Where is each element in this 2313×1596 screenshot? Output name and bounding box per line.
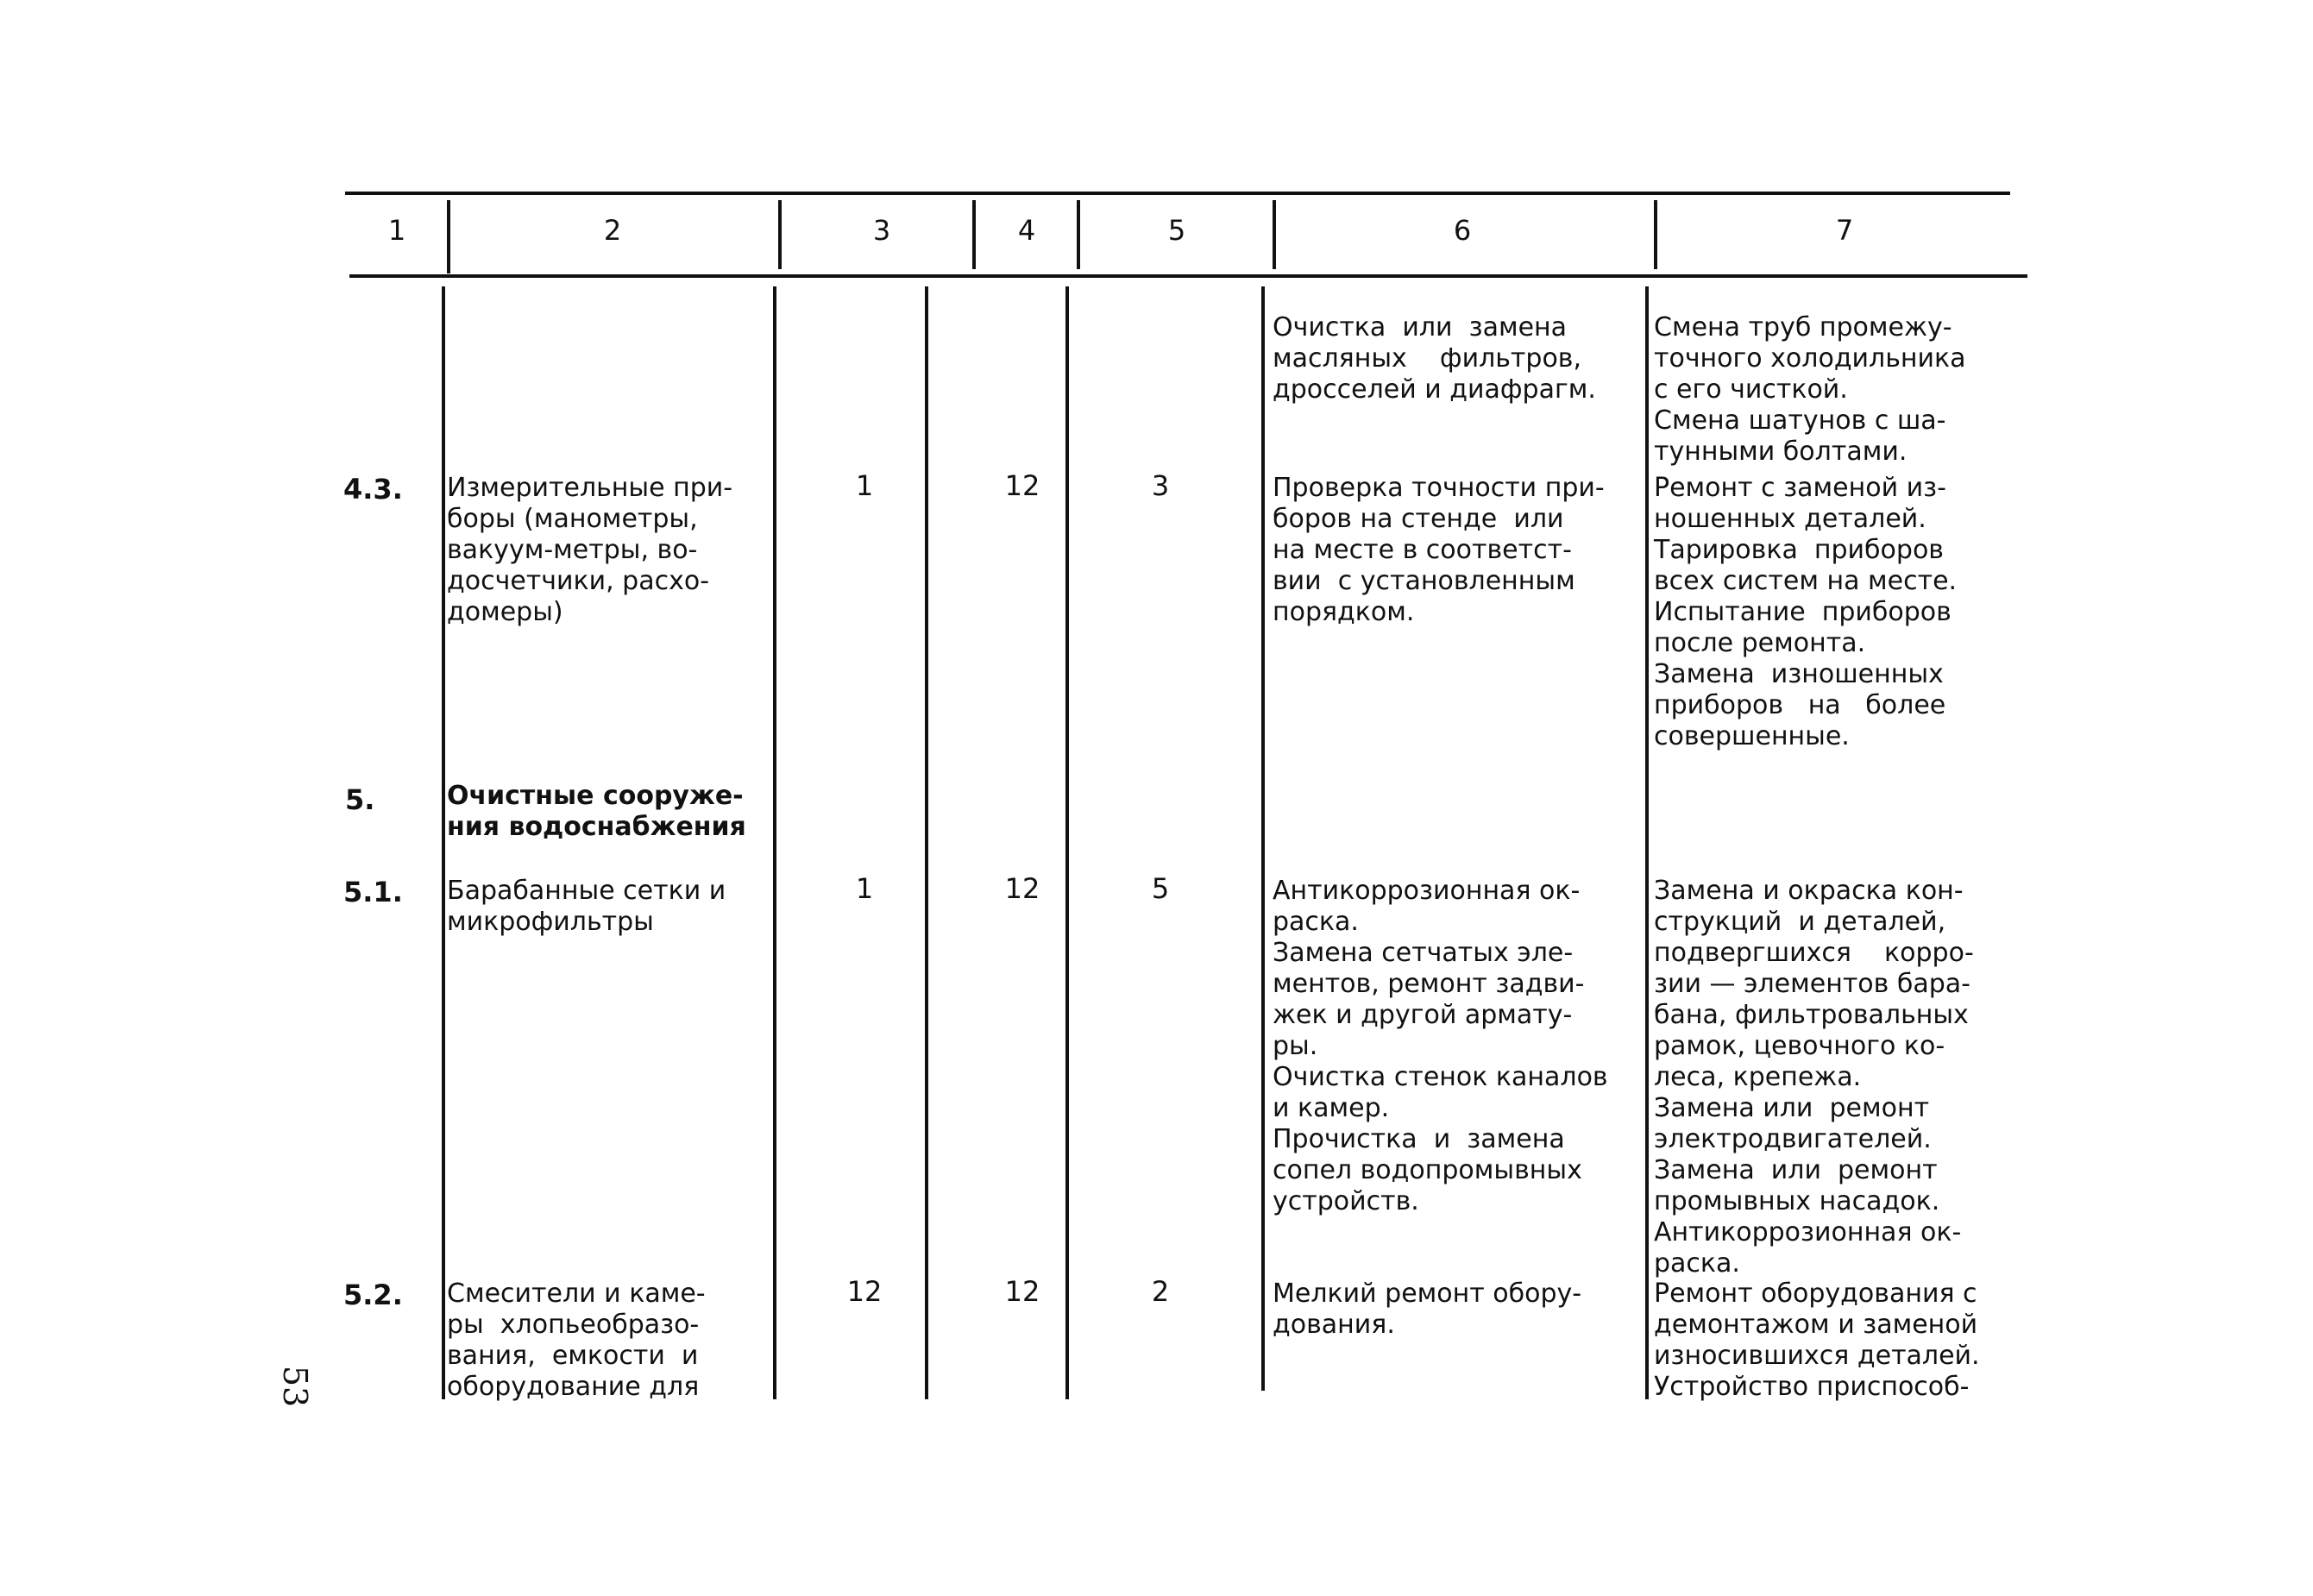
header-col-2: 2	[603, 214, 622, 247]
header-divider	[972, 200, 976, 269]
header-divider	[447, 200, 450, 273]
row-notes: Смена труб промежу- точного холодильника с его чисткой. Смена шатунов с ша- тунными болтами.	[1654, 312, 1966, 467]
header-col-3: 3	[872, 214, 891, 247]
column-divider	[1261, 286, 1265, 1391]
row-col3: 12	[846, 1275, 883, 1308]
column-divider	[925, 286, 928, 1399]
row-number: 4.3.	[343, 473, 403, 506]
row-col5: 5	[1151, 872, 1170, 905]
row-notes: Ремонт оборудования с демонтажом и заменой износившихся деталей. Устройство приспособ-	[1654, 1279, 1980, 1402]
header-divider	[1273, 200, 1276, 269]
top-rule	[345, 192, 2010, 195]
row-col4: 12	[1004, 1275, 1040, 1308]
header-col-1: 1	[387, 214, 406, 247]
row-description: Мелкий ремонт обору- дования.	[1273, 1279, 1582, 1340]
row-col4: 12	[1004, 469, 1040, 502]
row-name: Смесители и каме- ры хлопьеобразо- вания, емкости и оборудование для	[447, 1279, 706, 1402]
page-number: 53	[276, 1365, 315, 1408]
header-divider	[778, 200, 782, 269]
row-number: 5.2.	[343, 1279, 403, 1311]
column-divider	[442, 286, 445, 1399]
row-number: 5.1.	[343, 876, 403, 908]
row-description: Антикоррозионная ок- раска. Замена сетчатых эле- ментов, ремонт задви- жек и другой армату- ры. Очистка стенок каналов и камер. Прочистка и замена сопел водопромывных устройств.	[1273, 876, 1608, 1216]
column-divider	[1645, 286, 1649, 1399]
section-title: Очистные сооруже- ния водоснабжения	[447, 781, 746, 842]
row-name: Барабанные сетки и микрофильтры	[447, 876, 726, 937]
row-col3: 1	[855, 872, 874, 905]
row-col3: 1	[855, 469, 874, 502]
header-divider	[1077, 200, 1080, 269]
header-col-6: 6	[1453, 214, 1472, 247]
row-notes: Замена и окраска кон- струкций и деталей, подвергшихся корро- зии — элементов бара- бана, фильтровальных рамок, цевочного ко- леса, крепежа. Замена или ремонт электродвигателей. Замена или ремонт промывных насадок. Антикоррозионная ок- раска.	[1654, 876, 1974, 1279]
column-divider	[773, 286, 776, 1399]
header-col-7: 7	[1835, 214, 1854, 247]
row-name: Измерительные при- боры (манометры, вакуум-метры, во- досчетчики, расхо- домеры)	[447, 473, 733, 627]
column-divider	[1065, 286, 1069, 1399]
row-description: Очистка или замена масляных фильтров, дросселей и диафрагм.	[1273, 312, 1596, 405]
row-description: Проверка точности при- боров на стенде или на месте в соответст- вии с установленным порядком.	[1273, 473, 1605, 627]
header-col-4: 4	[1017, 214, 1036, 247]
row-notes: Ремонт с заменой из- ношенных деталей. Тарировка приборов всех систем на месте. Испытание приборов после ремонта. Замена изношенных приборов на более совершенные.	[1654, 473, 1958, 751]
section-number: 5.	[345, 783, 375, 816]
header-col-5: 5	[1167, 214, 1186, 247]
header-bottom-rule	[349, 274, 2027, 278]
header-divider	[1654, 200, 1657, 269]
row-col4: 12	[1004, 872, 1040, 905]
row-col5: 3	[1151, 469, 1170, 502]
row-col5: 2	[1151, 1275, 1170, 1308]
